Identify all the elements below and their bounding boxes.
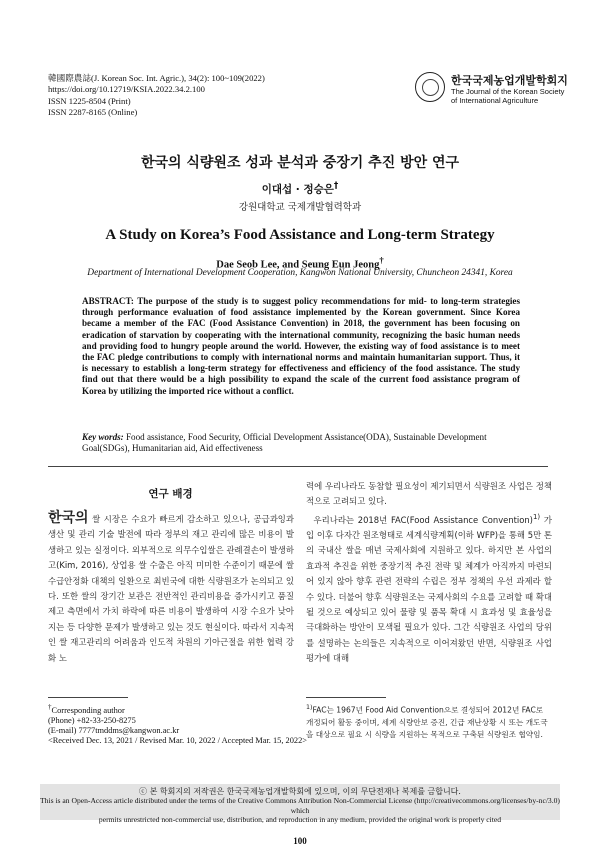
footnote-phone: (Phone) +82-33-250-8275	[48, 716, 136, 725]
issn-online: ISSN 2287-8165 (Online)	[48, 106, 138, 117]
keywords-label: Key words:	[82, 432, 124, 442]
society-name-ko: 한국국제농업개발학회지	[451, 74, 568, 87]
license-text-line1: This is an Open-Access article distributed under the terms of the Creative Commons Attribution Non-Commercial License (http://creativecommons.org/licenses/by-nc/3.0) which	[40, 796, 560, 815]
footnote-rule	[306, 697, 386, 698]
society-name-en-line1: The Journal of the Korean Society	[451, 87, 565, 96]
page-number: 100	[293, 836, 307, 846]
abstract: ABSTRACT: The purpose of the study is to suggest policy recommendations for mid- to long-term strategies through performance evaluation of food assistance implemented by the Korean government. Since Korea became a member of the FAC (Food Assistance Convention) in 2018, the government has been focusing on eradication of starvation by cooperating with the international community, recognizing the basic human needs and providing food to hungry people around the world. However, the existing way of food assistance is to meet the FAC pledge contributions to comply with international norms and maintain humanitarian support. Thus, it is necessary to establish a long-term strategy for effectiveness and efficiency of the food assistance. The study find out that there would be a high possibility to expand the scale of the current food assistance program of Korea by utilizing the imported rice without a conflict.	[82, 296, 520, 396]
body-right-column	[306, 479, 552, 667]
journal-citation: 韓國際農誌(J. Korean Soc. Int. Agric.), 34(2): 100~109(2022)	[48, 73, 265, 83]
society-name-en	[451, 88, 564, 105]
corresponding-mark: †	[48, 703, 52, 711]
footnote-rule	[48, 697, 128, 698]
paragraph-text: 쌀 시장은 수요가 빠르게 감소하고 있으나, 공급과잉과 생산 및 관리 기술 발전에 따라 정부의 재고 관리에 많은 비용이 발생하고 있는 실정이다. 외부적으로 의무수입쌀은 관례결손이 발생하고(Kim, 2016), 상업용 쌀 수출은 아직 미미한 수준이기 때문에 쌀 수급안정화 대책의 일환으로 최빈국에 대한 식량원조가 논의되고 있다. 또한 쌀의 장기간 보관은 전반적인 관리비용을 증가시키고 품질 제고 측면에서 가치 하락에 따른 비용이 발생하여 시장 수요가 낮아지는 등 다양한 문제가 발생하고 있는 것도 현실이다. 따라서 지속적인 쌀 재고관리의 어려움과 인도적 차원의 기아근절을 위한 협력 강화 노	[48, 514, 294, 663]
paragraph-text: 가입 이후 다자간 원조형태로 세계식량계획(이하 WFP)을 통해 5만 톤의 국내산 쌀을 매년 국제사회에 지원하고 있다. 하지만 본 사업의 효과적 추진을 위한 중장기적 추진 전략 및 체계가 아직까지 마련되어 있지 않아 향후 관련 전략의 수립은 정부 정책의 우선 과제라 할 수 있다. 더불어 향후 식량원조는 국제사회의 수요를 고려할 때 확대될 것으로 예상되고 있어 물량 및 품목 확대 시 효과성 및 효율성을 극대화하는 방안이 모색될 필요가 있다. 그간 식량원조 사업의 당위를 설명하는 논의들은 지속적으로 이어져왔던 반면, 식량원조 사업 평가에 대해	[306, 514, 552, 664]
footnote-label	[48, 702, 308, 716]
footnote-1	[306, 697, 552, 741]
footnote-label-text: Corresponding author	[51, 705, 125, 715]
body-left-column	[48, 511, 294, 666]
issn-print: ISSN 1225-8504 (Print)	[48, 95, 131, 106]
corresponding-mark: †	[333, 181, 339, 191]
authors-korean-names: 이대섭 · 정승은	[261, 183, 334, 196]
doi-link[interactable]: https://doi.org/10.12719/KSIA.2022.34.2.100	[48, 84, 205, 95]
paragraph-text: 우리나라는 2018년 FAC(Food Assistance Convention)	[313, 514, 533, 525]
corresponding-mark-en: †	[379, 255, 384, 265]
divider	[48, 466, 548, 467]
society-name-en-line2: of International Agriculture	[451, 95, 539, 105]
footnote-mark: 1)	[306, 704, 313, 711]
keywords	[82, 432, 520, 454]
footnote-dates: <Received Dec. 13, 2021 / Revised Mar. 10, 2022 / Accepted Mar. 15, 2022>	[48, 736, 308, 746]
authors-korean	[0, 181, 600, 197]
journal-header	[48, 73, 265, 118]
drop-word: 한국의	[48, 510, 89, 526]
footnote-ref[interactable]: 1)	[532, 512, 541, 521]
society-logo	[415, 70, 585, 110]
footnote-body: FAC는 1967년 Food Aid Convention으로 결성되어 2012년 FAC로 개정되어 활동 중이며, 세계 식량안보 증진, 긴급 재난상황 시 또는 개도국을 대상으로 필요 시 식량을 지원하는 목적으로 구축된 식량원조 협약임.	[306, 705, 548, 739]
copyright-notice: ⓒ 본 학회지의 저작권은 한국국제농업개발학회에 있으며, 이의 무단전재나 복제를 금합니다.	[139, 787, 461, 796]
corresponding-footnote	[48, 697, 308, 747]
affiliation-english: Department of International Development Cooperation, Kangwon National University, Chuncheon 24341, Korea	[87, 268, 513, 278]
license-text-line2: permits unrestricted non-commercial use, distribution, and reproduction in any medium, provided the original work is properly cited	[98, 814, 502, 824]
authors-english-names: Dae Seob Lee, and Seung Eun Jeong	[216, 259, 380, 271]
section-heading: 연구 배경	[148, 488, 193, 500]
footnote-1-text	[306, 702, 552, 741]
paragraph	[48, 511, 294, 666]
affiliation-korean: 강원대학교 국제개발협력학과	[238, 202, 362, 213]
society-seal-icon	[415, 72, 445, 102]
footnote-email[interactable]: (E-mail) 7777tmddms@kangwon.ac.kr	[48, 726, 180, 736]
title-english: A Study on Korea’s Food Assistance and Long-term Strategy	[105, 227, 495, 243]
title-korean: 한국의 식량원조 성과 분석과 중장기 추진 방안 연구	[140, 155, 460, 171]
keywords-list: Food assistance, Food Security, Official Development Assistance(ODA), Sustainable Development Goal(SDGs), Humanitarian aid, Aid effectiveness	[82, 432, 487, 454]
license-box	[40, 784, 560, 824]
paragraph: 력에 우리나라도 동참할 필요성이 제기되면서 식량원조 사업은 정책적으로 고려되고 있다.	[306, 481, 552, 507]
paragraph	[306, 510, 552, 667]
